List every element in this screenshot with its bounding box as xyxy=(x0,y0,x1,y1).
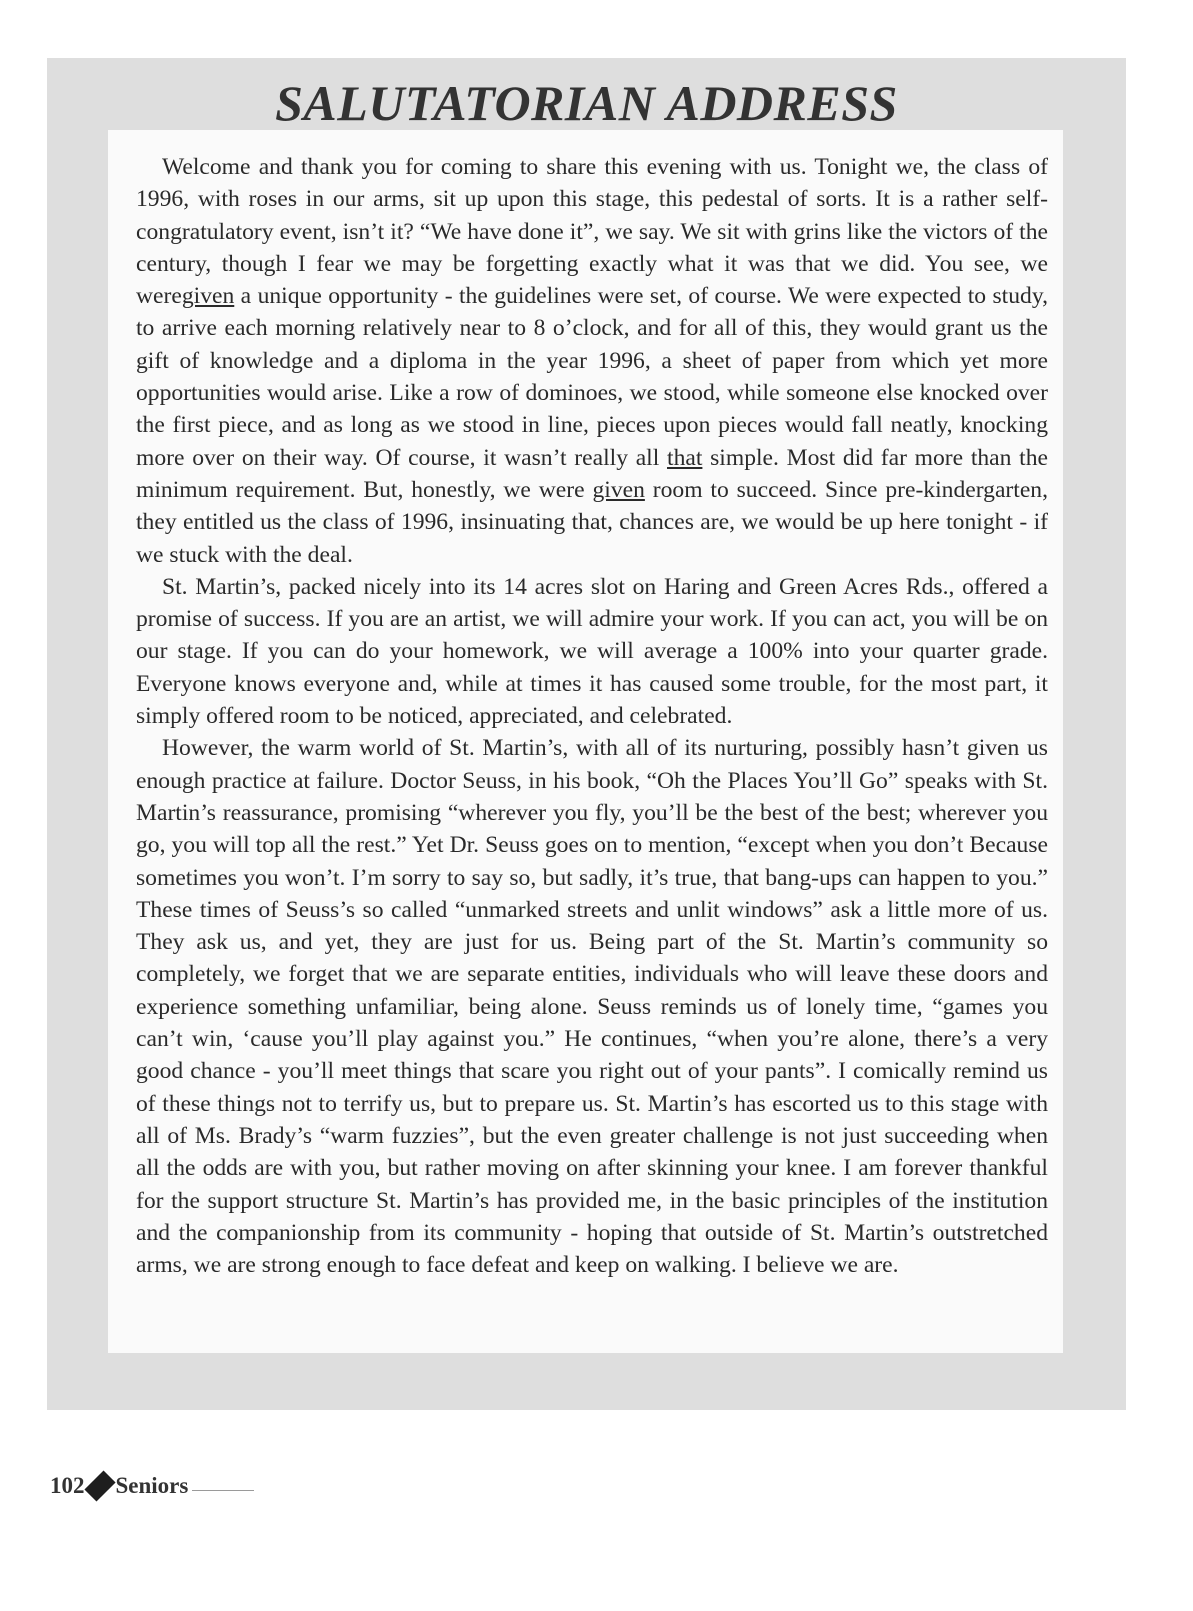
paragraph xyxy=(136,732,1048,1281)
page-title: SALUTATORIAN ADDRESS xyxy=(275,75,898,131)
underlined-word: given xyxy=(181,283,235,310)
text-run: However, the warm world of St. Martin’s, with all of its nurturing, possibly hasn’t given us enough practice at failure. Doctor Seuss, in his book, “Oh the Places You’ll Go” speaks with St. Martin’s reassurance, promising “wherever you fly, you’ll be the best of the best; wherever you go, you will top all the rest.” Yet Dr. Seuss goes on to mention, “except when you don’t Because sometimes you won’t. I’m sorry to say so, but sadly, it’s true, that bang-ups can happen to you.” These times of Seuss’s so called “unmarked streets and unlit windows” ask a little more of us. They ask us, and yet, they are just for us. Being part of the St. Martin’s community so completely, we forget that we are separate entities, individuals who will leave these doors and experience something unfamiliar, being alone. Seuss reminds us of lonely time, “games you can’t win, ‘cause you’ll play against you.” He continues, “when you’re alone, there’s a very good chance - you’ll meet things that scare you right out of your pants”. I comically remind us of these things not to terrify us, but to prepare us. St. Martin’s has escorted us to this stage with all of Ms. Brady’s “warm fuzzies”, but the even greater challenge is not just succeeding when all the odds are with you, but rather moving on after skinning your knee. I am forever thankful for the support structure St. Martin’s has provided me, in the basic principles of the institution and the companionship from its community - hoping that outside of St. Martin’s outstretched arms, we are strong enough to face defeat and keep on walking. I believe we are. xyxy=(136,735,1048,1279)
paragraph xyxy=(136,151,1048,571)
page-number: 102 xyxy=(50,1473,85,1498)
section-label: Seniors xyxy=(115,1473,189,1498)
text-run: simple. Most did far more than the minimum requirement. But, honestly, we were xyxy=(136,444,1048,503)
underlined-word: that xyxy=(667,444,703,471)
text-run: room to succeed. Since pre-kindergarten, they entitled us the class of 1996, insinuating that, chances are, we would be up here tonight - if we stuck with the deal. xyxy=(136,476,1049,568)
text-run: a unique opportunity - the guidelines were set, of course. We were expected to study, to arrive each morning relatively near to 8 o’clock, and for all of this, they would grant us the gift of knowledge and a diploma in the year 1996, a sheet of paper from which yet more opportunities would arise. Like a row of dominoes, we stood, while someone else knocked over the first piece, and as long as we stood in line, pieces upon pieces would fall neatly, knocking more over on their way. Of course, it wasn’t really all xyxy=(136,283,1048,471)
speech-body xyxy=(136,151,1048,1281)
footer-rule xyxy=(192,1490,254,1491)
text-run: St. Martin’s, packed nicely into its 14 acres slot on Haring and Green Acres Rds., offered a promise of success. If you are an artist, we will admire your work. If you can act, you will be on our stage. If you can do your homework, we will average a 100% into your quarter grade. Everyone knows everyone and, while at times it has caused some trouble, for the most part, it simply offered room to be noticed, appreciated, and celebrated. xyxy=(136,573,1048,730)
text-run: Welcome and thank you for coming to share this evening with us. Tonight we, the class of 1996, with roses in our arms, sit up upon this stage, this pedestal of sorts. It is a rather self-congratulatory event, isn’t it? “We have done it”, we say. We sit with grins like the victors of the century, though I fear we may be forgetting exactly what it was that we did. You see, we were xyxy=(136,154,1048,310)
underlined-word: given xyxy=(592,476,645,503)
diamond-icon xyxy=(84,1470,115,1501)
paragraph xyxy=(136,571,1048,732)
page-footer xyxy=(50,1466,254,1506)
